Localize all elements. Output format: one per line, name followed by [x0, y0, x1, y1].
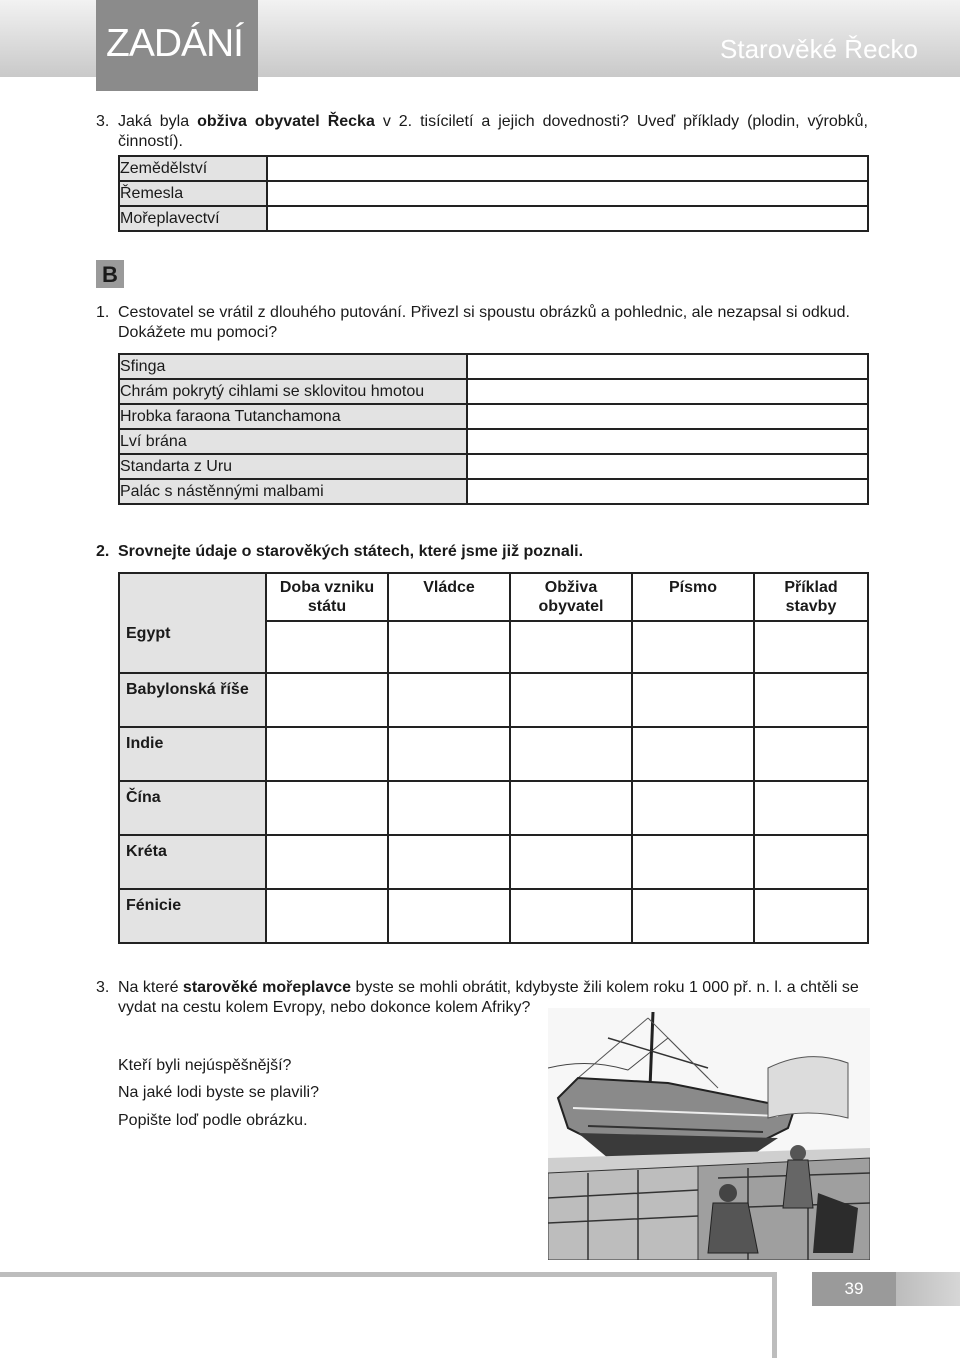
table-row-label: Lví brána: [119, 429, 467, 454]
question-1: 1. Cestovatel se vrátil z dlouhého putování. Přivezl si spoustu obrázků a pohlednic, ale nezapsal si odkud. Dokážete mu pomoci?: [96, 304, 850, 341]
table-row-label: Standarta z Uru: [119, 454, 467, 479]
answer-cell[interactable]: [266, 781, 388, 835]
answer-cell[interactable]: [632, 781, 754, 835]
answer-cell[interactable]: [754, 781, 868, 835]
answer-cell[interactable]: [632, 889, 754, 943]
subquestion: Popište loď podle obrázku.: [118, 1112, 308, 1129]
column-header: Písmo: [632, 573, 754, 621]
answer-cell[interactable]: [632, 621, 754, 673]
answer-cell[interactable]: [266, 621, 388, 673]
answer-cell[interactable]: [267, 206, 868, 231]
question-number: 3.: [96, 979, 110, 996]
answer-cell[interactable]: [467, 379, 868, 404]
answer-cell[interactable]: [388, 727, 510, 781]
table-row-label: Hrobka faraona Tutanchamona: [119, 404, 467, 429]
row-label: Indie: [119, 727, 266, 781]
chapter-title: Starověké Řecko: [720, 34, 918, 64]
row-label: Čína: [119, 781, 266, 835]
question-2: 2. Srovnejte údaje o starověkých státech, které jsme již poznali.: [96, 543, 584, 560]
answer-cell[interactable]: [510, 621, 632, 673]
answer-cell[interactable]: [632, 835, 754, 889]
answer-cell[interactable]: [467, 454, 868, 479]
answer-cell[interactable]: [510, 781, 632, 835]
answer-cell[interactable]: [510, 889, 632, 943]
answer-cell[interactable]: [467, 429, 868, 454]
answer-cell[interactable]: [388, 835, 510, 889]
answer-cell[interactable]: [467, 404, 868, 429]
answer-cell[interactable]: [266, 889, 388, 943]
column-header: Příklad stavby: [754, 573, 868, 621]
answer-cell[interactable]: [510, 727, 632, 781]
answer-cell[interactable]: [267, 156, 868, 181]
answer-cell[interactable]: [388, 621, 510, 673]
answer-cell[interactable]: [467, 354, 868, 379]
table-row-label: Chrám pokrytý cihlami se sklovitou hmotou: [119, 379, 467, 404]
row-label: Babylonská říše: [119, 673, 266, 727]
question-3b: 3. Na které starověké mořeplavce byste se mohli obrátit, kdybyste žili kolem roku 1 000 př. n. l. a chtěli se vydat na cestu kolem Evropy, nebo dokonce kolem Afriky?: [96, 979, 859, 1016]
table-row-label: Sfinga: [119, 354, 467, 379]
answer-cell[interactable]: [754, 835, 868, 889]
row-label: Fénicie: [119, 889, 266, 943]
table-row-label: Řemesla: [119, 181, 267, 206]
column-header: Obživa obyvatel: [510, 573, 632, 621]
answer-cell[interactable]: [467, 479, 868, 504]
answer-cell[interactable]: [754, 889, 868, 943]
column-header: Doba vzniku státu: [266, 573, 388, 621]
row-label-egypt: Egypt: [119, 621, 266, 673]
comparison-table: [118, 572, 869, 944]
answer-cell[interactable]: [510, 835, 632, 889]
answer-cell[interactable]: [388, 673, 510, 727]
footer-rule: [0, 1272, 775, 1277]
answer-cell[interactable]: [632, 727, 754, 781]
table-row-label: Zemědělství: [119, 156, 267, 181]
answer-cell[interactable]: [754, 621, 868, 673]
ancient-ship-illustration: [548, 1008, 870, 1260]
row-label: Kréta: [119, 835, 266, 889]
table-row-label: Mořeplavectví: [119, 206, 267, 231]
monuments-table: [118, 353, 869, 505]
corner-cell: [119, 573, 266, 621]
answer-cell[interactable]: [266, 835, 388, 889]
question-number: 2.: [96, 543, 110, 560]
answer-cell[interactable]: [754, 673, 868, 727]
page-number: 39: [812, 1272, 896, 1306]
header-tag-text: ZADÁNÍ: [106, 22, 244, 65]
occupation-table: [118, 155, 869, 232]
column-header: Vládce: [388, 573, 510, 621]
answer-cell[interactable]: [266, 727, 388, 781]
header-tag: [96, 0, 258, 91]
question-number: 1.: [96, 304, 110, 321]
table-row-label: Palác s nástěnnými malbami: [119, 479, 467, 504]
section-b-badge: B: [96, 260, 124, 288]
answer-cell[interactable]: [388, 781, 510, 835]
subquestion: Kteří byli nejúspěšnější?: [118, 1057, 292, 1074]
answer-cell[interactable]: [266, 673, 388, 727]
question-number: 3.: [96, 113, 110, 130]
answer-cell[interactable]: [632, 673, 754, 727]
answer-cell[interactable]: [754, 727, 868, 781]
answer-cell[interactable]: [267, 181, 868, 206]
answer-cell[interactable]: [388, 889, 510, 943]
question-3a: 3. Jaká byla obživa obyvatel Řecka v 2. tisíciletí a jejich dovednosti? Uveď příklady (plodin, výrobků, činností).: [96, 113, 869, 150]
subquestion: Na jaké lodi byste se plavili?: [118, 1084, 319, 1101]
footer-rule-vertical: [772, 1272, 777, 1358]
answer-cell[interactable]: [510, 673, 632, 727]
